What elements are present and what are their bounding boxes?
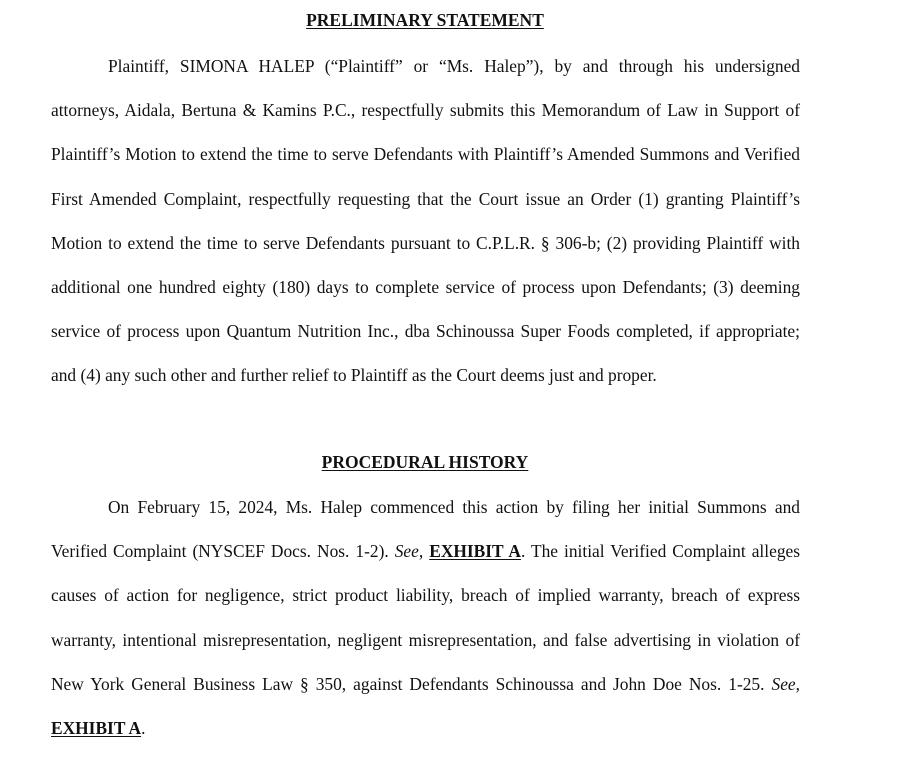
exhibit-a-reference-1: EXHIBIT A xyxy=(429,541,521,562)
procedural-history-heading: PROCEDURAL HISTORY xyxy=(321,452,529,472)
preliminary-statement-heading: PRELIMINARY STATEMENT xyxy=(306,10,544,30)
procedural-text-end: . xyxy=(141,718,146,739)
separator-1: , xyxy=(418,541,430,562)
procedural-history-paragraph xyxy=(51,485,800,750)
see-signal-2: See xyxy=(771,673,796,694)
procedural-text-part2: . The initial Verified Complaint alleges causes of action for negligence, strict product liability, breach of implied warranty, breach of express warranty, intentional misrepresentation, negligent misrepresentation, and false advertising in violation of New York General Business Law § 350, against Defendants Schinoussa and John Doe Nos. 1-25. xyxy=(51,541,800,694)
preliminary-statement-paragraph: Plaintiff, SIMONA HALEP (“Plaintiff” or “Ms. Halep”), by and through his undersigned attorneys, Aidala, Bertuna & Kamins P.C., respectfully submits this Memorandum of Law in Support of Plaintiff’s Motion to extend the time to serve Defendants with Plaintiff’s Amended Summons and Verified First Amended Complaint, respectfully requesting that the Court issue an Order (1) granting Plaintiff’s Motion to extend the time to serve Defendants pursuant to C.P.L.R. § 306-b; (2) providing Plaintiff with additional one hundred eighty (180) days to complete service of process upon Defendants; (3) deeming service of process upon Quantum Nutrition Inc., dba Schinoussa Super Foods completed, if appropriate; and (4) any such other and further relief to Plaintiff as the Court deems just and proper. xyxy=(51,56,800,386)
separator-2: , xyxy=(795,673,800,694)
see-signal-1: See xyxy=(394,541,419,562)
procedural-text-part1: On February 15, 2024, Ms. Halep commenced this action by filing her initial Summons and Verified Complaint (NYSCEF Docs. Nos. 1-2). xyxy=(51,497,800,562)
exhibit-a-reference-2: EXHIBIT A xyxy=(51,718,142,739)
